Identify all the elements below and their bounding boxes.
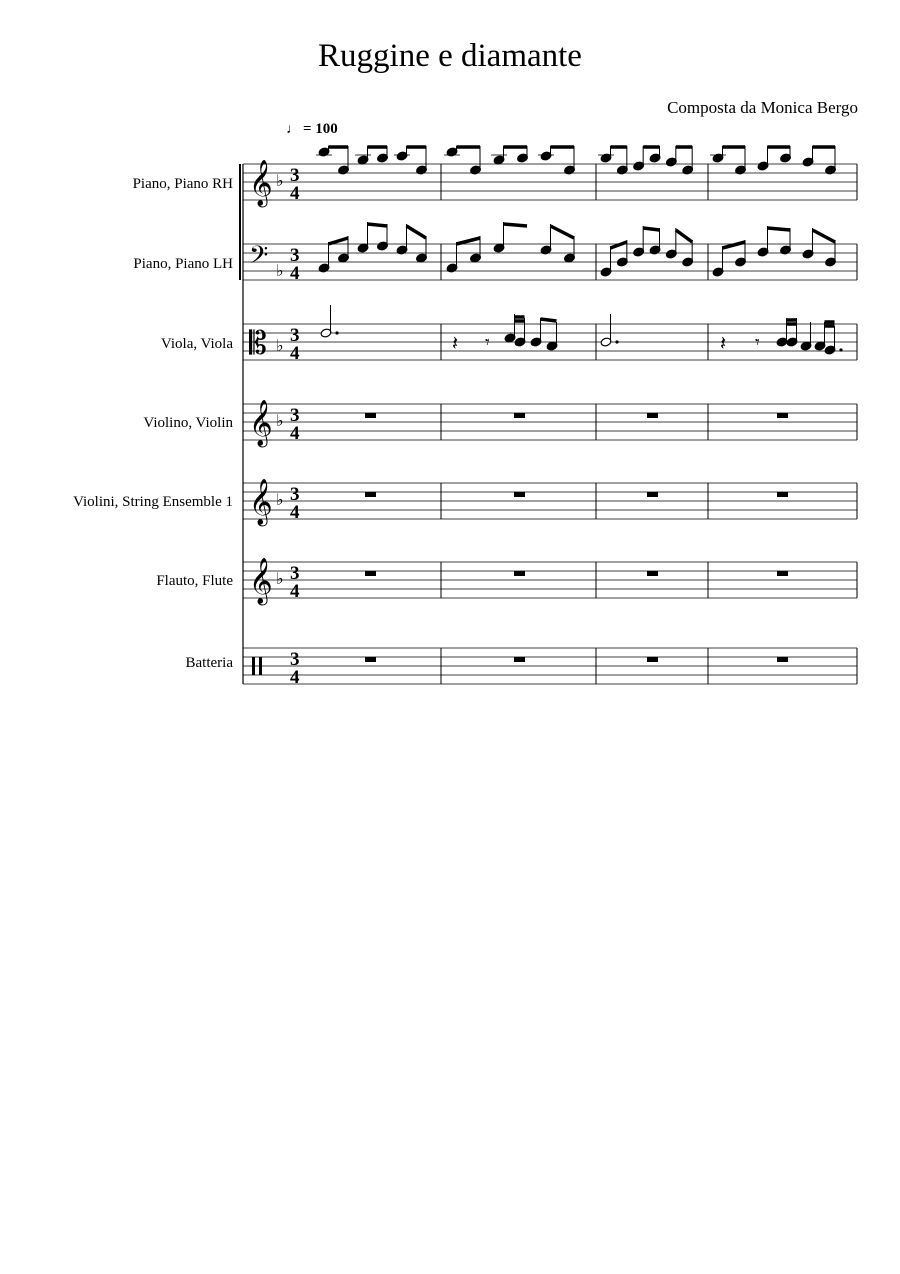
whole-rest	[777, 492, 788, 497]
quarter-note-icon: ♩	[286, 122, 300, 137]
instrument-label-drums: Batteria	[185, 655, 233, 671]
score-title: Ruggine e diamante	[318, 38, 582, 74]
dot	[335, 331, 338, 334]
whole-rest	[514, 657, 525, 662]
whole-rest	[777, 657, 788, 662]
alto-clef-icon: 𝄡	[249, 324, 267, 362]
beam	[541, 319, 557, 321]
treble-clef-icon: 𝄞	[249, 160, 273, 206]
flat-icon: ♭	[276, 336, 284, 355]
instrument-label-violin: Violino, Violin	[143, 415, 233, 431]
whole-rest	[647, 492, 658, 497]
treble-clef-icon: 𝄞	[249, 479, 273, 525]
staff-6	[243, 648, 857, 688]
whole-rest	[647, 657, 658, 662]
tempo-value: = 100	[303, 121, 338, 137]
flat-icon: ♭	[276, 261, 284, 280]
flat-icon: ♭	[276, 171, 284, 190]
time-signature-bottom: 4	[290, 343, 300, 364]
whole-rest	[365, 657, 376, 662]
bass-clef-icon: 𝄢	[249, 241, 269, 276]
percussion-clef-icon	[252, 657, 255, 675]
piano-lh-notes	[318, 222, 836, 277]
beam	[813, 230, 836, 242]
staff-3	[243, 400, 857, 448]
beam	[643, 228, 659, 230]
time-signature-top: 3	[290, 563, 300, 584]
flat-icon: ♭	[276, 569, 284, 588]
whole-rest	[365, 492, 376, 497]
whole-rest	[365, 413, 376, 418]
composer-credit: Composta da Monica Bergo	[667, 98, 858, 117]
time-signature-top: 3	[290, 165, 300, 186]
time-signature-top: 3	[290, 649, 300, 670]
beam	[457, 238, 481, 244]
eighth-rest-icon: 𝄾	[485, 332, 490, 353]
whole-rest	[647, 571, 658, 576]
time-signature-top: 3	[290, 484, 300, 505]
time-signature-bottom: 4	[290, 502, 300, 523]
whole-rest	[365, 571, 376, 576]
instrument-label-viola: Viola, Viola	[160, 336, 233, 352]
time-signature-bottom: 4	[290, 581, 300, 602]
dot	[615, 340, 618, 343]
flat-icon: ♭	[276, 411, 284, 430]
whole-rest	[514, 492, 525, 497]
percussion-clef-icon	[259, 657, 262, 675]
whole-rest	[777, 413, 788, 418]
instrument-label-piano-lh: Piano, Piano LH	[133, 256, 233, 272]
beam	[551, 226, 575, 238]
time-signature-bottom: 4	[290, 183, 300, 204]
instrument-label-piano-rh: Piano, Piano RH	[132, 176, 233, 192]
beam	[611, 242, 627, 248]
viola-notes	[320, 305, 843, 355]
instrument-label-flute: Flauto, Flute	[156, 573, 233, 589]
time-signature-bottom: 4	[290, 423, 300, 444]
staff-5	[243, 558, 857, 606]
whole-rest	[777, 571, 788, 576]
staff-4	[243, 479, 857, 527]
dot	[839, 348, 842, 351]
flat-icon: ♭	[276, 490, 284, 509]
whole-rest	[647, 413, 658, 418]
beam	[723, 242, 746, 248]
treble-clef-icon: 𝄞	[249, 400, 273, 446]
beam	[504, 224, 528, 226]
piano-rh-notes	[316, 146, 836, 175]
treble-clef-icon: 𝄞	[249, 558, 273, 604]
whole-rest	[514, 571, 525, 576]
beam	[407, 226, 427, 238]
beam	[768, 228, 791, 230]
time-signature-top: 3	[290, 325, 300, 346]
time-signature-top: 3	[290, 405, 300, 426]
staves-group	[240, 160, 857, 688]
eighth-rest-icon: 𝄾	[755, 332, 760, 353]
time-signature-top: 3	[290, 245, 300, 266]
quarter-rest-icon: 𝄽	[720, 331, 727, 355]
time-signature-bottom: 4	[290, 667, 300, 688]
beam	[368, 224, 388, 226]
quarter-rest-icon: 𝄽	[452, 331, 459, 355]
beam	[329, 238, 349, 244]
instrument-label-string-ensemble: Violini, String Ensemble 1	[73, 494, 233, 510]
beam	[676, 230, 692, 242]
time-signature-bottom: 4	[290, 263, 300, 284]
whole-rest	[514, 413, 525, 418]
